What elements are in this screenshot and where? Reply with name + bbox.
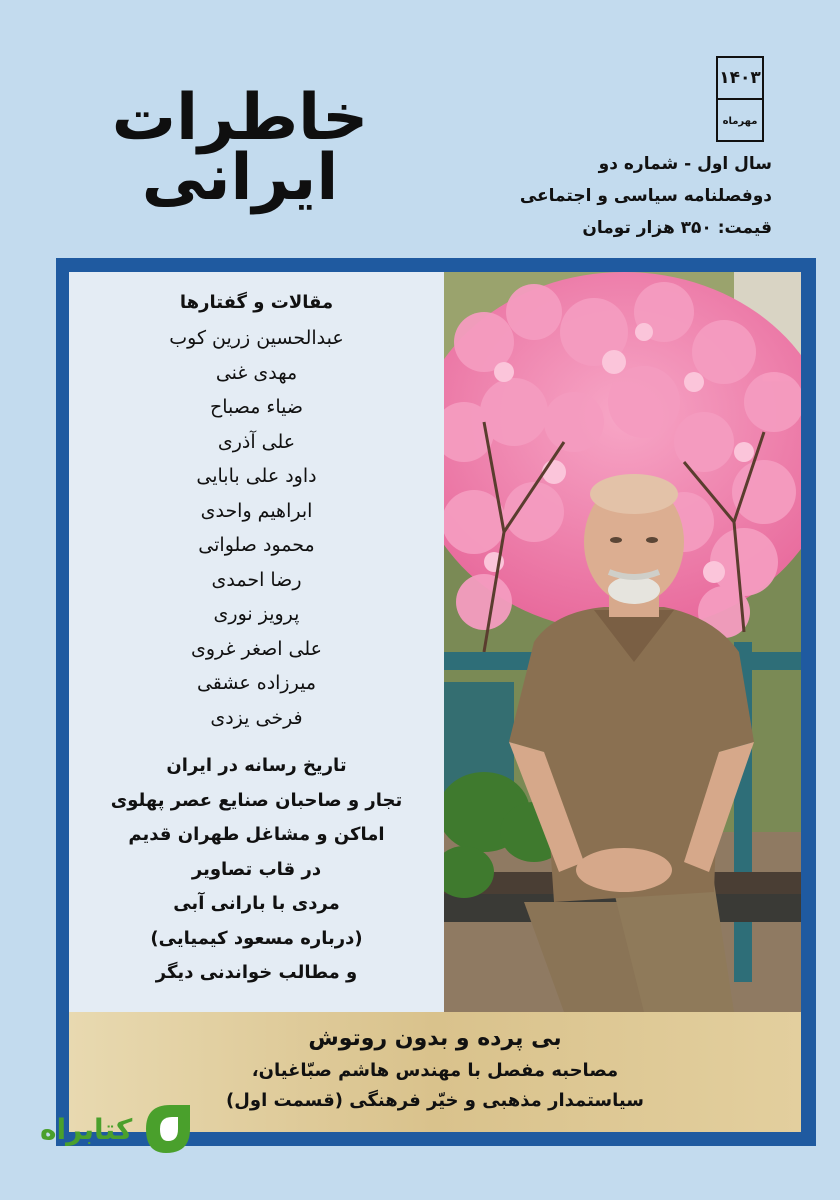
issue-price: قیمت: ۳۵۰ هزار تومان	[582, 218, 772, 238]
toc-panel	[69, 272, 444, 1012]
issue-volume: سال اول - شماره دو	[598, 154, 772, 174]
topic-item: در قاب تصاویر	[191, 858, 322, 880]
author-item: فرخی یزدی	[210, 706, 303, 729]
toc-heading: مقالات و گفتارها	[179, 292, 334, 313]
author-item: علی اصغر غروی	[190, 637, 323, 660]
feature-title: بی پرده و بدون روتوش	[308, 1026, 562, 1051]
author-item: مهدی غنی	[215, 361, 298, 384]
issue-year: ۱۴۰۳	[718, 58, 762, 100]
feature-line-1: مصاحبه مفصل با مهندس هاشم صبّاغیان،	[251, 1060, 619, 1081]
author-item: عبدالحسین زرین کوب	[169, 327, 344, 349]
topic-list	[69, 749, 444, 991]
author-item: ابراهیم واحدی	[200, 499, 313, 522]
brand-name: کتابراه	[40, 1112, 133, 1146]
author-item: رضا احمدی	[211, 568, 302, 591]
ketabrah-logo-icon	[138, 1099, 198, 1159]
feature-line-2: سیاستمدار مذهبی و خیّر فرهنگی (قسمت اول)	[226, 1090, 644, 1111]
issue-meta	[412, 148, 772, 244]
author-item: میرزاده عشقی	[196, 672, 317, 694]
issue-date-box	[716, 56, 764, 142]
author-item: علی آذری	[217, 430, 296, 453]
logo-line-2: ایرانی	[141, 141, 339, 215]
magazine-logo	[100, 81, 380, 215]
cover-photo	[444, 272, 801, 1012]
logo-line-1: خاطرات	[111, 81, 369, 155]
issue-frequency: دوفصلنامه سیاسی و اجتماعی	[519, 186, 772, 206]
topic-item: و مطالب خواندنی دیگر	[155, 962, 358, 983]
topic-item: اماکن و مشاغل طهران قدیم	[128, 824, 385, 845]
author-list	[69, 321, 444, 735]
topic-item: (درباره مسعود کیمیایی)	[150, 927, 363, 949]
author-item: پرویز نوری	[213, 603, 300, 625]
ketabrah-watermark	[40, 1098, 210, 1160]
author-item: داود علی بابایی	[196, 465, 317, 487]
author-item: محمود صلواتی	[198, 534, 315, 556]
topic-item: تجار و صاحبان صنایع عصر پهلوی	[110, 789, 403, 811]
author-item: ضیاء مصباح	[209, 396, 304, 418]
topic-item: تاریخ رسانه در ایران	[166, 755, 347, 776]
issue-month: مهرماه	[722, 115, 758, 127]
topic-item: مردی با بارانی آبی	[173, 893, 340, 914]
